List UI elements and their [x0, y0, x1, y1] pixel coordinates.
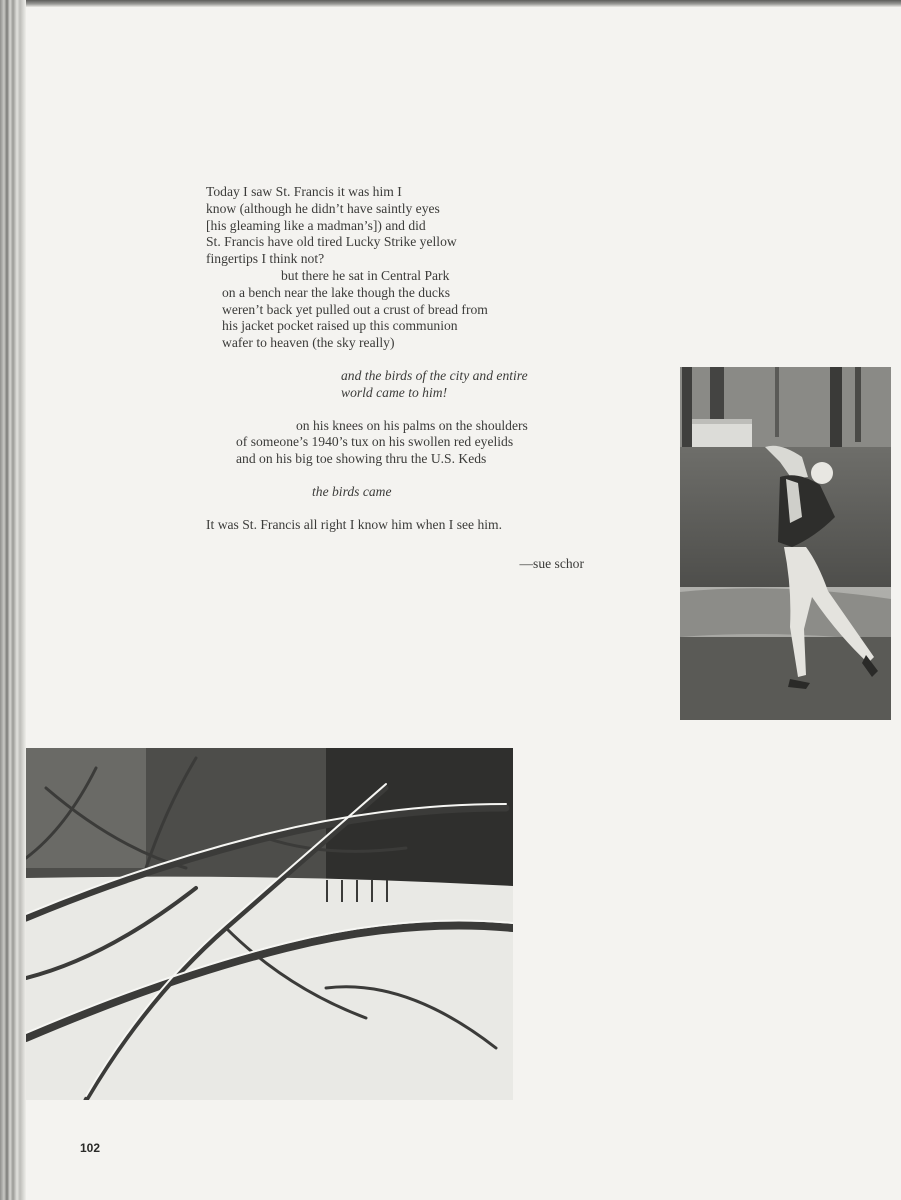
photo-dancer-in-park — [680, 367, 891, 720]
poem-line: on his knees on his palms on the shoulders — [296, 417, 528, 433]
poem — [206, 184, 586, 534]
poem-line: weren’t back yet pulled out a crust of bread from — [222, 301, 488, 317]
author-signature: —sue schor — [519, 556, 584, 571]
poem-line: his jacket pocket raised up this communion — [222, 318, 458, 334]
poem-line: [his gleaming like a madman’s]) and did — [206, 217, 426, 233]
poem-line: St. Francis have old tired Lucky Strike yellow — [206, 234, 457, 250]
page-number: 102 — [80, 1141, 101, 1155]
poem-line: Today I saw St. Francis it was him I — [206, 184, 402, 199]
poem-italic-line: and the birds of the city and entire — [341, 367, 528, 383]
poem-closing-line: It was St. Francis all right I know him when I see him. — [206, 516, 502, 532]
poem-line: but there he sat in Central Park — [281, 267, 450, 283]
poem-line: wafer to heaven (the sky really) — [222, 335, 395, 351]
poem-line: of someone’s 1940’s tux on his swollen red eyelids — [236, 434, 514, 450]
page-top-edge — [0, 0, 901, 7]
poem-italic-line: world came to him! — [341, 384, 448, 400]
poem-line: know (although he didn’t have saintly eyes — [206, 200, 440, 216]
poem-line: and on his big toe showing thru the U.S. Keds — [236, 451, 487, 467]
poem-line: on a bench near the lake though the ducks — [222, 284, 450, 300]
photo-snowy-branches — [26, 748, 513, 1100]
poem-italic-line: the birds came — [312, 483, 392, 499]
poem-line: fingertips I think not? — [206, 251, 325, 267]
book-spine — [0, 0, 26, 1200]
